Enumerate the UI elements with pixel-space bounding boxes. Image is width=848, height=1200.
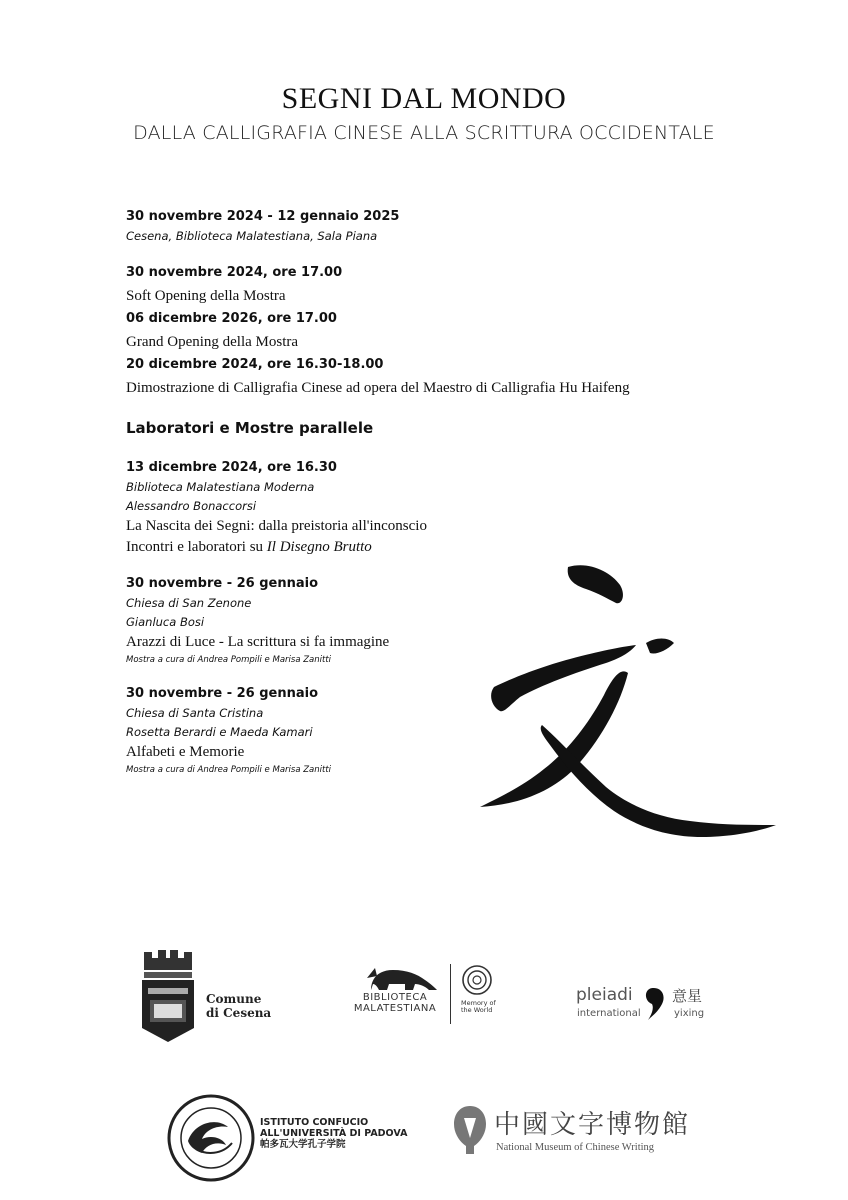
item-date: 30 novembre - 26 gennaio [126, 576, 319, 591]
pleiadi-mark-icon [644, 986, 666, 1022]
event-date: 20 dicembre 2024, ore 16.30-18.00 [126, 357, 384, 372]
page-subtitle: DALLA CALLIGRAFIA CINESE ALLA SCRITTURA OCCIDENTALE [133, 122, 715, 144]
item-person: Gianluca Bosi [126, 615, 205, 629]
parallel-heading: Laboratori e Mostre parallele [126, 419, 374, 437]
museum-chinese: 中國文字博物館 [494, 1110, 691, 1140]
event-date: 06 dicembre 2026, ore 17.00 [126, 311, 337, 326]
confucio-line2: ALL'UNIVERSITÀ DI PADOVA [260, 1128, 408, 1139]
comune-cesena-logo [138, 948, 278, 1046]
exhibition-block [126, 206, 746, 246]
exhibition-dates: 30 novembre 2024 - 12 gennaio 2025 [126, 209, 400, 224]
exhibition-venue: Cesena, Biblioteca Malatestiana, Sala Piana [126, 229, 378, 243]
malatestiana-name [345, 992, 445, 1014]
event-desc: Soft Opening della Mostra [126, 288, 286, 304]
item-curator: Mostra a cura di Andrea Pompili e Marisa Zanitti [126, 765, 332, 775]
item-venue: Chiesa di San Zenone [126, 596, 252, 610]
item-title: Arazzi di Luce - La scrittura si fa immagine [126, 634, 390, 650]
pleiadi-sub: international [577, 1008, 641, 1019]
item-curator: Mostra a cura di Andrea Pompili e Marisa Zanitti [126, 655, 332, 665]
comune-line2: di Cesena [206, 1006, 272, 1020]
mow-line1: Memory of [461, 999, 496, 1007]
comune-line1: Comune [206, 992, 262, 1006]
item-subtitle-prefix: Incontri e laboratori su [126, 539, 267, 555]
memory-of-world-icon [461, 964, 493, 996]
pleiadi-yixing: yixing [674, 1008, 705, 1019]
rhino-icon [345, 962, 445, 992]
wen-calligraphy-icon [470, 555, 790, 845]
malatestiana-logo [345, 962, 500, 1026]
confucio-line1: ISTITUTO CONFUCIO [260, 1117, 369, 1128]
pleiadi-name: pleiadi [576, 985, 633, 1005]
museum-emblem-icon [450, 1104, 490, 1156]
pleiadi-logo [576, 982, 716, 1026]
item-date: 13 dicembre 2024, ore 16.30 [126, 460, 337, 475]
page-title: SEGNI DAL MONDO [281, 82, 567, 115]
item-person: Rosetta Berardi e Maeda Kamari [126, 725, 313, 739]
memory-of-world-text [461, 1000, 496, 1014]
item-title: La Nascita dei Segni: dalla preistoria all'inconscio [126, 518, 427, 534]
item-venue: Biblioteca Malatestiana Moderna [126, 480, 315, 494]
item-date: 30 novembre - 26 gennaio [126, 686, 319, 701]
item-title: Alfabeti e Memorie [126, 744, 245, 760]
event-date: 30 novembre 2024, ore 17.00 [126, 265, 343, 280]
comune-crest-icon [138, 948, 198, 1046]
malat-line2: MALATESTIANA [353, 1003, 437, 1014]
parallel-item [126, 457, 746, 558]
event-desc: Dimostrazione di Calligrafia Cinese ad opera del Maestro di Calligrafia Hu Haifeng [126, 380, 630, 396]
item-venue: Chiesa di Santa Cristina [126, 706, 264, 720]
divider [450, 964, 451, 1024]
museum-english: National Museum of Chinese Writing [496, 1142, 655, 1153]
item-subtitle-italic: Il Disegno Brutto [266, 539, 372, 555]
mow-line2: the World [461, 1006, 493, 1014]
confucius-seal-icon [166, 1093, 256, 1183]
museum-logo [450, 1100, 690, 1160]
confucio-name [260, 1117, 407, 1150]
event-desc: Grand Opening della Mostra [126, 334, 299, 350]
pleiadi-chinese: 意星 [672, 987, 703, 1005]
comune-name [206, 992, 271, 1020]
malat-line1: BIBLIOTECA [362, 992, 428, 1003]
events-block [126, 261, 746, 399]
confucio-logo [166, 1093, 426, 1183]
item-person: Alessandro Bonaccorsi [126, 499, 257, 513]
confucio-line3: 帕多瓦大学孔子学院 [260, 1139, 346, 1150]
